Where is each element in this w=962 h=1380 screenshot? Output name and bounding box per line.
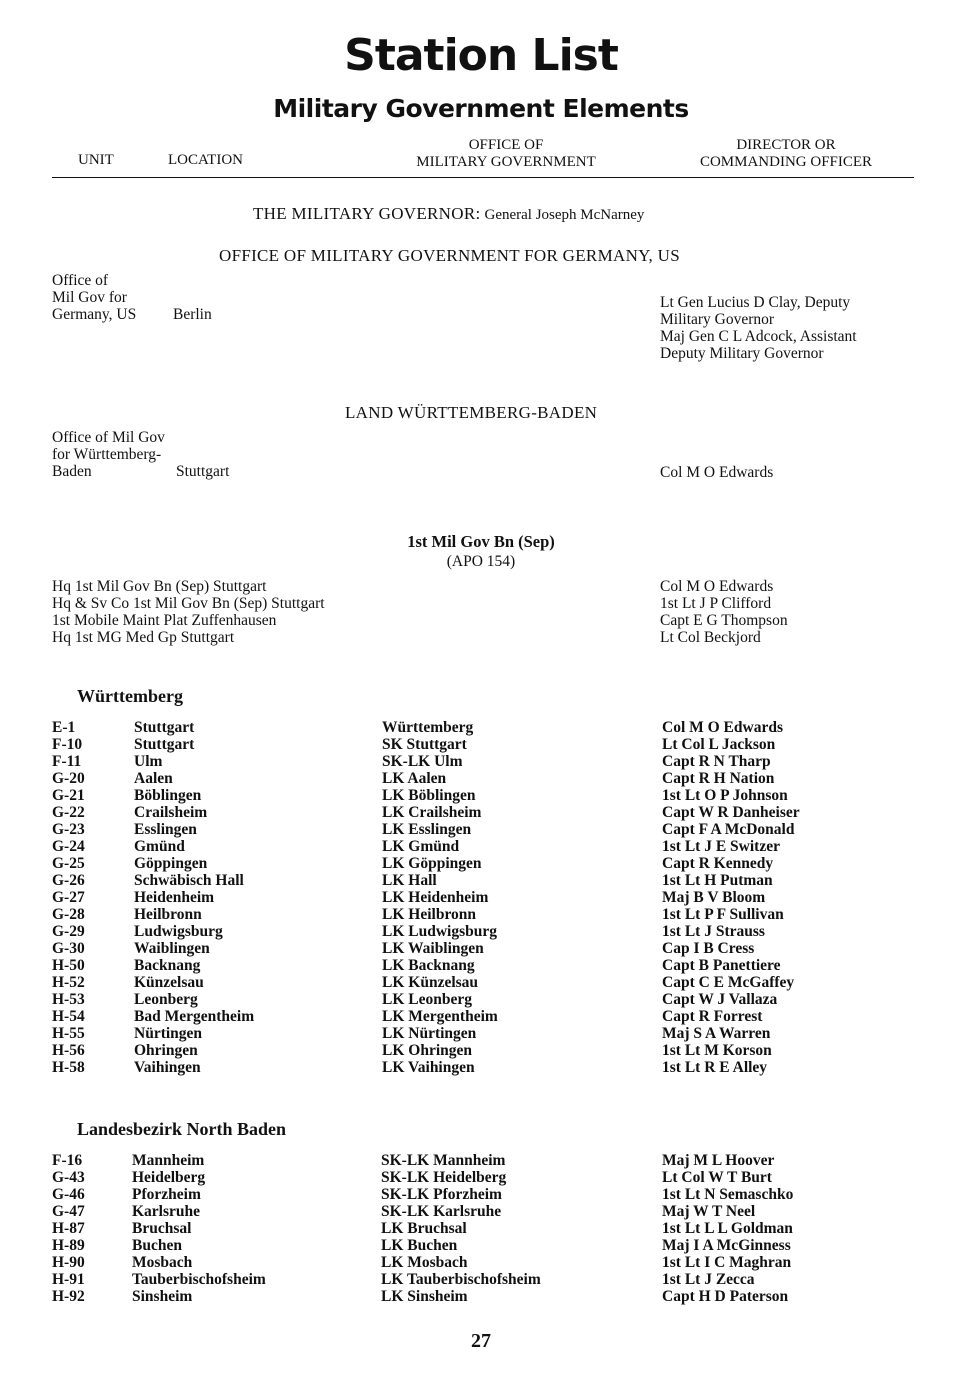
wurttemberg-unit-column <box>52 719 85 1076</box>
omgus-officer-line: Military Governor <box>660 311 775 328</box>
column-header-unit: UNIT <box>78 152 114 168</box>
table-cell-office: LK Tauberbischofsheim <box>381 1271 541 1288</box>
table-cell-location: Bruchsal <box>132 1220 192 1237</box>
land-heading: LAND WÜRTTEMBERG-BADEN <box>345 403 598 422</box>
table-cell-unit: G-28 <box>52 906 85 923</box>
table-cell-location: Buchen <box>132 1237 182 1254</box>
north-baden-officer-column <box>662 1152 793 1305</box>
table-cell-officer: 1st Lt L L Goldman <box>662 1220 793 1237</box>
table-cell-unit: G-26 <box>52 872 85 889</box>
table-cell-unit: H-87 <box>52 1220 85 1237</box>
omgus-location: Berlin <box>173 306 212 323</box>
omgus-officer-line: Lt Gen Lucius D Clay, Deputy <box>660 294 851 311</box>
table-cell-location: Stuttgart <box>134 736 195 753</box>
page-number: 27 <box>471 1330 491 1352</box>
table-cell-officer: 1st Lt N Semaschko <box>662 1186 794 1203</box>
table-cell-officer: 1st Lt J Strauss <box>662 923 765 940</box>
table-cell-unit: H-54 <box>52 1008 85 1025</box>
table-cell-office: LK Gmünd <box>382 838 460 855</box>
table-cell-location: Gmünd <box>134 838 185 855</box>
page-title: Station List <box>344 30 618 81</box>
battalion-apo: (APO 154) <box>446 553 516 570</box>
column-header-office <box>396 137 616 171</box>
battalion-officer-line: Col M O Edwards <box>660 578 774 595</box>
table-cell-officer: Capt B Panettiere <box>662 957 781 974</box>
table-cell-unit: H-58 <box>52 1059 85 1076</box>
table-cell-unit: H-52 <box>52 974 85 991</box>
table-cell-officer: Capt W J Vallaza <box>662 991 778 1008</box>
table-cell-office: SK-LK Heidelberg <box>381 1169 507 1186</box>
table-cell-office: LK Ludwigsburg <box>382 923 498 940</box>
omgus-officers <box>660 294 857 362</box>
table-cell-location: Bad Mergentheim <box>134 1008 255 1025</box>
table-cell-officer: Capt C E McGaffey <box>662 974 795 991</box>
table-cell-location: Heidenheim <box>134 889 215 906</box>
table-cell-unit: F-16 <box>52 1152 83 1169</box>
table-cell-location: Künzelsau <box>134 974 204 991</box>
table-cell-office: LK Göppingen <box>382 855 482 872</box>
table-cell-office: LK Hall <box>382 872 437 889</box>
table-cell-office: LK Mergentheim <box>382 1008 498 1025</box>
table-cell-officer: Capt R Kennedy <box>662 855 774 872</box>
table-cell-location: Karlsruhe <box>132 1203 201 1220</box>
battalion-heading: 1st Mil Gov Bn (Sep) <box>407 532 555 551</box>
table-cell-location: Ludwigsburg <box>134 923 223 940</box>
north-baden-office-column <box>381 1152 541 1305</box>
table-cell-officer: 1st Lt R E Alley <box>662 1059 768 1076</box>
table-cell-unit: H-53 <box>52 991 85 1008</box>
table-cell-office: LK Heidenheim <box>382 889 489 906</box>
wurttemberg-heading: Württemberg <box>77 686 183 706</box>
table-cell-unit: G-47 <box>52 1203 85 1220</box>
table-cell-office: LK Nürtingen <box>382 1025 477 1042</box>
table-cell-unit: G-46 <box>52 1186 85 1203</box>
table-cell-unit: G-27 <box>52 889 85 906</box>
table-cell-officer: Maj M L Hoover <box>662 1152 775 1169</box>
table-cell-location: Sinsheim <box>132 1288 193 1305</box>
land-location: Stuttgart <box>176 463 230 480</box>
table-cell-location: Mannheim <box>132 1152 205 1169</box>
table-cell-unit: G-25 <box>52 855 85 872</box>
table-cell-officer: Capt H D Paterson <box>662 1288 789 1305</box>
table-cell-location: Göppingen <box>134 855 208 872</box>
table-cell-unit: G-29 <box>52 923 85 940</box>
table-cell-location: Waiblingen <box>134 940 210 957</box>
military-governor-label: THE MILITARY GOVERNOR: <box>253 204 481 223</box>
table-cell-office: LK Leonberg <box>382 991 472 1008</box>
table-cell-office: SK-LK Ulm <box>382 753 463 770</box>
table-cell-officer: 1st Lt I C Maghran <box>662 1254 792 1271</box>
table-cell-unit: E-1 <box>52 719 76 736</box>
battalion-unit-line: Hq 1st Mil Gov Bn (Sep) Stuttgart <box>52 578 267 595</box>
table-cell-officer: Maj S A Warren <box>662 1025 771 1042</box>
table-cell-unit: F-10 <box>52 736 83 753</box>
battalion-units <box>52 578 325 646</box>
table-cell-unit: F-11 <box>52 753 82 770</box>
page-subtitle: Military Government Elements <box>273 94 689 123</box>
table-cell-office: LK Waiblingen <box>382 940 484 957</box>
table-cell-unit: G-43 <box>52 1169 85 1186</box>
land-unit <box>52 429 165 480</box>
table-cell-officer: 1st Lt J Zecca <box>662 1271 755 1288</box>
battalion-officers <box>660 578 788 646</box>
battalion-unit-line: Hq & Sv Co 1st Mil Gov Bn (Sep) Stuttgart <box>52 595 325 612</box>
table-cell-officer: Lt Col W T Burt <box>662 1169 772 1186</box>
table-cell-unit: H-90 <box>52 1254 85 1271</box>
column-header-director <box>680 137 892 171</box>
table-cell-location: Ulm <box>134 753 163 770</box>
table-cell-office: Württemberg <box>382 719 474 736</box>
military-governor-name: General Joseph McNarney <box>484 207 645 223</box>
omgus-officer-line: Maj Gen C L Adcock, Assistant <box>660 328 857 345</box>
omgus-unit-line: Office of <box>52 272 109 289</box>
table-cell-location: Mosbach <box>132 1254 193 1271</box>
table-cell-unit: H-91 <box>52 1271 85 1288</box>
omgus-unit <box>52 272 136 323</box>
table-cell-officer: Maj I A McGinness <box>662 1237 791 1254</box>
table-cell-location: Nürtingen <box>134 1025 203 1042</box>
table-cell-office: LK Mosbach <box>381 1254 468 1271</box>
table-cell-location: Schwäbisch Hall <box>134 872 244 889</box>
omgus-heading: OFFICE OF MILITARY GOVERNMENT FOR GERMANY, US <box>219 246 680 265</box>
table-cell-location: Tauberbischofsheim <box>132 1271 266 1288</box>
table-cell-unit: H-56 <box>52 1042 85 1059</box>
table-cell-officer: Capt F A McDonald <box>662 821 795 838</box>
table-cell-location: Heidelberg <box>132 1169 206 1186</box>
header-rule <box>52 177 914 178</box>
battalion-unit-line: 1st Mobile Maint Plat Zuffenhausen <box>52 612 277 629</box>
table-cell-office: LK Crailsheim <box>382 804 482 821</box>
table-cell-office: LK Backnang <box>382 957 475 974</box>
table-cell-location: Aalen <box>134 770 173 787</box>
battalion-officer-line: 1st Lt J P Clifford <box>660 595 772 612</box>
table-cell-officer: Cap I B Cress <box>662 940 755 957</box>
column-header-office-line1: OFFICE OF <box>468 137 544 153</box>
battalion-officer-line: Lt Col Beckjord <box>660 629 761 646</box>
table-cell-office: LK Sinsheim <box>381 1288 468 1305</box>
table-cell-unit: G-21 <box>52 787 85 804</box>
table-cell-officer: Maj W T Neel <box>662 1203 756 1220</box>
table-cell-office: LK Künzelsau <box>382 974 479 991</box>
table-cell-officer: Maj B V Bloom <box>662 889 766 906</box>
north-baden-location-column <box>132 1152 266 1305</box>
table-cell-officer: 1st Lt H Putman <box>662 872 773 889</box>
table-cell-unit: H-55 <box>52 1025 85 1042</box>
table-cell-officer: Col M O Edwards <box>662 719 783 736</box>
land-unit-line: Baden <box>52 463 92 480</box>
table-cell-office: LK Ohringen <box>382 1042 473 1059</box>
table-cell-office: LK Vaihingen <box>382 1059 475 1076</box>
table-cell-location: Esslingen <box>134 821 197 838</box>
table-cell-unit: G-20 <box>52 770 85 787</box>
table-cell-unit: H-92 <box>52 1288 85 1305</box>
column-header-director-line2: COMMANDING OFFICER <box>699 154 873 170</box>
table-cell-unit: H-50 <box>52 957 85 974</box>
table-cell-officer: Capt R H Nation <box>662 770 775 787</box>
table-cell-unit: H-89 <box>52 1237 85 1254</box>
table-cell-location: Backnang <box>134 957 201 974</box>
table-cell-location: Crailsheim <box>134 804 208 821</box>
table-cell-officer: 1st Lt P F Sullivan <box>662 906 784 923</box>
table-cell-location: Heilbronn <box>134 906 202 923</box>
table-cell-office: SK Stuttgart <box>382 736 467 753</box>
table-cell-office: LK Bruchsal <box>381 1220 467 1237</box>
table-cell-unit: G-23 <box>52 821 85 838</box>
column-header-office-line2: MILITARY GOVERNMENT <box>416 154 596 170</box>
column-header-location: LOCATION <box>168 152 243 168</box>
table-cell-office: SK-LK Karlsruhe <box>381 1203 502 1220</box>
table-cell-location: Vaihingen <box>134 1059 201 1076</box>
wurttemberg-officer-column <box>662 719 800 1076</box>
north-baden-heading: Landesbezirk North Baden <box>77 1119 287 1139</box>
table-cell-unit: G-30 <box>52 940 85 957</box>
wurttemberg-office-column <box>382 719 498 1076</box>
table-cell-officer: 1st Lt O P Johnson <box>662 787 788 804</box>
table-cell-officer: Lt Col L Jackson <box>662 736 776 753</box>
wurttemberg-location-column <box>134 719 254 1076</box>
omgus-unit-line: Germany, US <box>52 306 137 323</box>
omgus-officer-line: Deputy Military Governor <box>660 345 824 362</box>
column-header-director-line1: DIRECTOR OR <box>736 137 836 153</box>
table-cell-location: Leonberg <box>134 991 198 1008</box>
table-cell-location: Böblingen <box>134 787 202 804</box>
table-cell-office: LK Esslingen <box>382 821 472 838</box>
table-cell-office: SK-LK Mannheim <box>381 1152 506 1169</box>
military-governor-line <box>253 204 644 224</box>
table-cell-office: LK Böblingen <box>382 787 476 804</box>
table-cell-office: LK Heilbronn <box>382 906 477 923</box>
land-unit-line: for Württemberg- <box>52 446 162 463</box>
table-cell-unit: G-22 <box>52 804 85 821</box>
table-cell-officer: 1st Lt M Korson <box>662 1042 772 1059</box>
battalion-officer-line: Capt E G Thompson <box>660 612 788 629</box>
omgus-unit-line: Mil Gov for <box>52 289 127 306</box>
table-cell-office: LK Aalen <box>382 770 447 787</box>
table-cell-office: LK Buchen <box>381 1237 458 1254</box>
table-cell-location: Pforzheim <box>132 1186 201 1203</box>
battalion-unit-line: Hq 1st MG Med Gp Stuttgart <box>52 629 235 646</box>
land-unit-line: Office of Mil Gov <box>52 429 165 446</box>
north-baden-unit-column <box>52 1152 85 1305</box>
table-cell-unit: G-24 <box>52 838 85 855</box>
land-officer: Col M O Edwards <box>660 464 774 481</box>
table-cell-officer: Capt R Forrest <box>662 1008 763 1025</box>
table-cell-location: Ohringen <box>134 1042 198 1059</box>
table-cell-location: Stuttgart <box>134 719 195 736</box>
table-cell-officer: Capt R N Tharp <box>662 753 771 770</box>
table-cell-office: SK-LK Pforzheim <box>381 1186 502 1203</box>
table-cell-officer: 1st Lt J E Switzer <box>662 838 780 855</box>
table-cell-officer: Capt W R Danheiser <box>662 804 800 821</box>
